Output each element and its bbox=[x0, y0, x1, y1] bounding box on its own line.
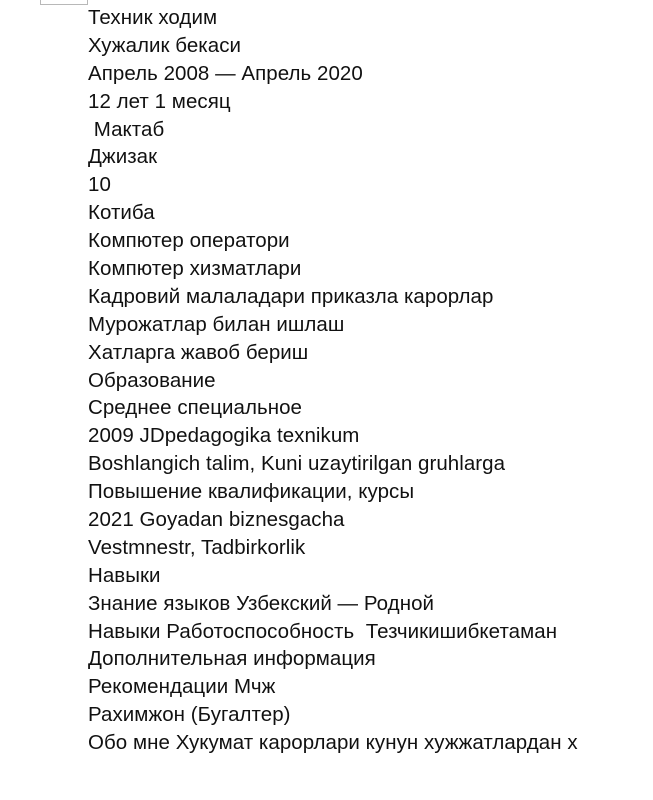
text-line: Навыки bbox=[88, 563, 161, 587]
text-line: Компютер оператори bbox=[88, 229, 290, 253]
text-line: Знание языков Узбекский — Родной bbox=[88, 591, 435, 615]
text-line: Рахимжон (Бугалтер) bbox=[88, 703, 291, 727]
text-line: 10 bbox=[88, 173, 111, 197]
text-line: Апрель 2008 — Апрель 2020 bbox=[88, 61, 363, 85]
text-line: Обо мне Хукумат карорлари кунун хужжатлардан х bbox=[88, 731, 578, 755]
text-line: Среднее специальное bbox=[88, 396, 302, 420]
text-line: Хужалик бекаси bbox=[88, 33, 242, 57]
text-line: Рекомендации Мчж bbox=[88, 675, 276, 699]
text-line: Навыки Работоспособность Тезчикишибкетаман bbox=[88, 619, 558, 643]
text-line: Техник ходим bbox=[88, 6, 218, 29]
text-line: 2009 JDpedagogika texnikum bbox=[88, 424, 360, 448]
document-text bbox=[88, 4, 653, 757]
text-line: 2021 Goyadan biznesgacha bbox=[88, 508, 345, 532]
text-line: 12 лет 1 месяц bbox=[88, 89, 231, 113]
text-line: Котиба bbox=[88, 201, 155, 225]
text-line: Vestmnestr, Tadbirkorlik bbox=[88, 535, 306, 559]
text-line: Образование bbox=[88, 368, 216, 392]
text-line: Boshlangich talim, Kuni uzaytirilgan gruhlarga bbox=[88, 452, 506, 476]
text-line: Дополнительная информация bbox=[88, 647, 376, 671]
text-line: Компютер хизматлари bbox=[88, 257, 302, 281]
text-line: Хатларга жавоб бериш bbox=[88, 340, 309, 364]
page-corner-frame bbox=[40, 0, 88, 5]
text-line: Джизак bbox=[88, 145, 158, 169]
text-line: Мурожатлар билан ишлаш bbox=[88, 312, 345, 336]
text-line: Повышение квалификации, курсы bbox=[88, 480, 415, 504]
text-line: Мактаб bbox=[88, 117, 165, 141]
text-line: Кадровий малаладари приказла карорлар bbox=[88, 284, 494, 308]
